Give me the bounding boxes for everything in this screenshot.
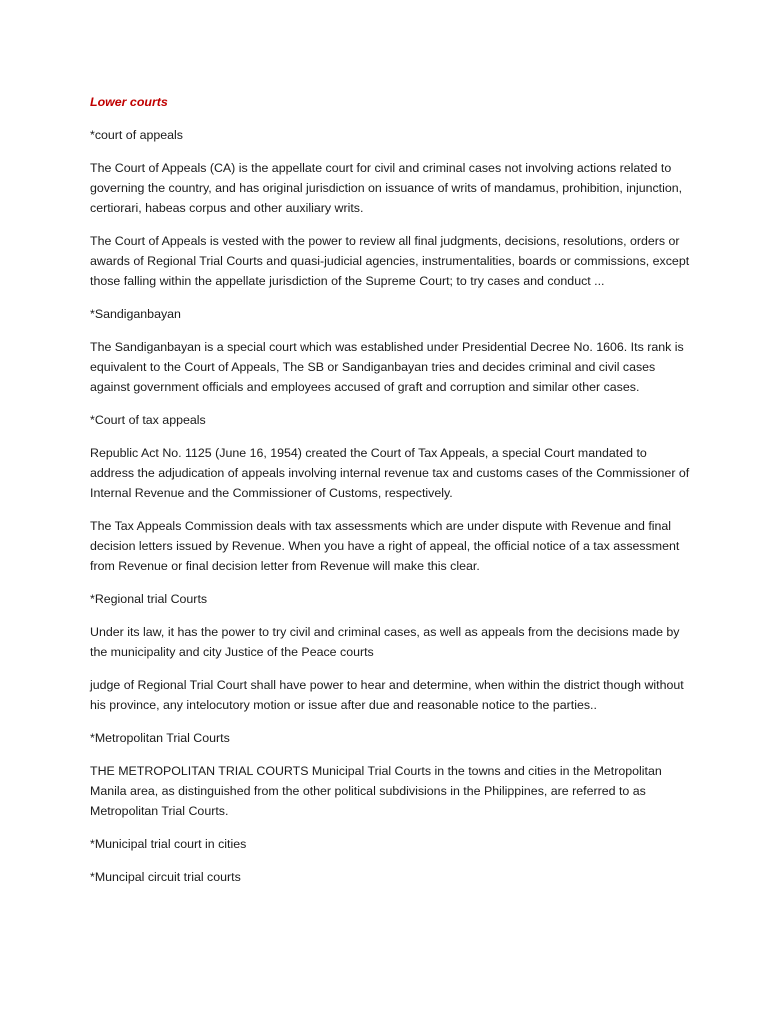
paragraph-court-of-appeals-powers: The Court of Appeals is vested with the power to review all final judgments, decisions, resolutions, orders or awards of Regional Trial Courts and quasi-judicial agencies, instrumentalities, boards or commissions, except those falling within the appellate jurisdiction of the Supreme Court; to try cases and conduct ... <box>90 234 690 288</box>
paragraph-metropolitan-trial-courts-description: THE METROPOLITAN TRIAL COURTS Municipal Trial Courts in the towns and cities in the Metropolitan Manila area, as distinguished from the other political subdivisions in the Philippines, are referred to as Metropolitan Trial Courts. <box>90 764 662 818</box>
paragraph-tax-appeals-commission: The Tax Appeals Commission deals with tax assessments which are under dispute with Revenue and final decision letters issued by Revenue. When you have a right of appeal, the official notice of a tax assessment from Revenue or final decision letter from Revenue will make this clear. <box>90 519 680 573</box>
paragraph-regional-trial-courts-law: Under its law, it has the power to try civil and criminal cases, as well as appeals from the decisions made by the municipality and city Justice of the Peace courts <box>90 625 680 659</box>
paragraph-regional-trial-courts-title: *Regional trial Courts <box>90 592 208 606</box>
section-heading: Lower courts <box>90 95 168 109</box>
document-page <box>90 92 690 900</box>
paragraph-municipal-trial-court-in-cities: *Municipal trial court in cities <box>90 837 247 851</box>
paragraph-regional-trial-courts-judge: judge of Regional Trial Court shall have power to hear and determine, when within the district though without his province, any intelocutory motion or issue after due and reasonable notice to the parties.. <box>90 678 684 712</box>
paragraph-metropolitan-trial-courts-title: *Metropolitan Trial Courts <box>90 731 230 745</box>
paragraph-republic-act-1125: Republic Act No. 1125 (June 16, 1954) created the Court of Tax Appeals, a special Court mandated to address the adjudication of appeals involving internal revenue tax and customs cases of the Commissioner of Internal Revenue and the Commissioner of Customs, respectively. <box>90 446 690 500</box>
paragraph-court-of-appeals-definition: The Court of Appeals (CA) is the appellate court for civil and criminal cases not involving actions related to governing the country, and has original jurisdiction on issuance of writs of mandamus, prohibition, injunction, certiorari, habeas corpus and other auxiliary writs. <box>90 161 683 215</box>
paragraph-court-of-tax-appeals-title: *Court of tax appeals <box>90 413 206 427</box>
paragraph-sandiganbayan-title: *Sandiganbayan <box>90 307 181 321</box>
paragraph-court-of-appeals-title: *court of appeals <box>90 128 183 142</box>
paragraph-sandiganbayan-description: The Sandiganbayan is a special court which was established under Presidential Decree No. 1606. Its rank is equivalent to the Court of Appeals, The SB or Sandiganbayan tries and decides criminal and civil cases against government officials and employees accused of graft and corruption and similar other cases. <box>90 340 684 394</box>
paragraph-municipal-circuit-trial-courts: *Muncipal circuit trial courts <box>90 870 241 884</box>
